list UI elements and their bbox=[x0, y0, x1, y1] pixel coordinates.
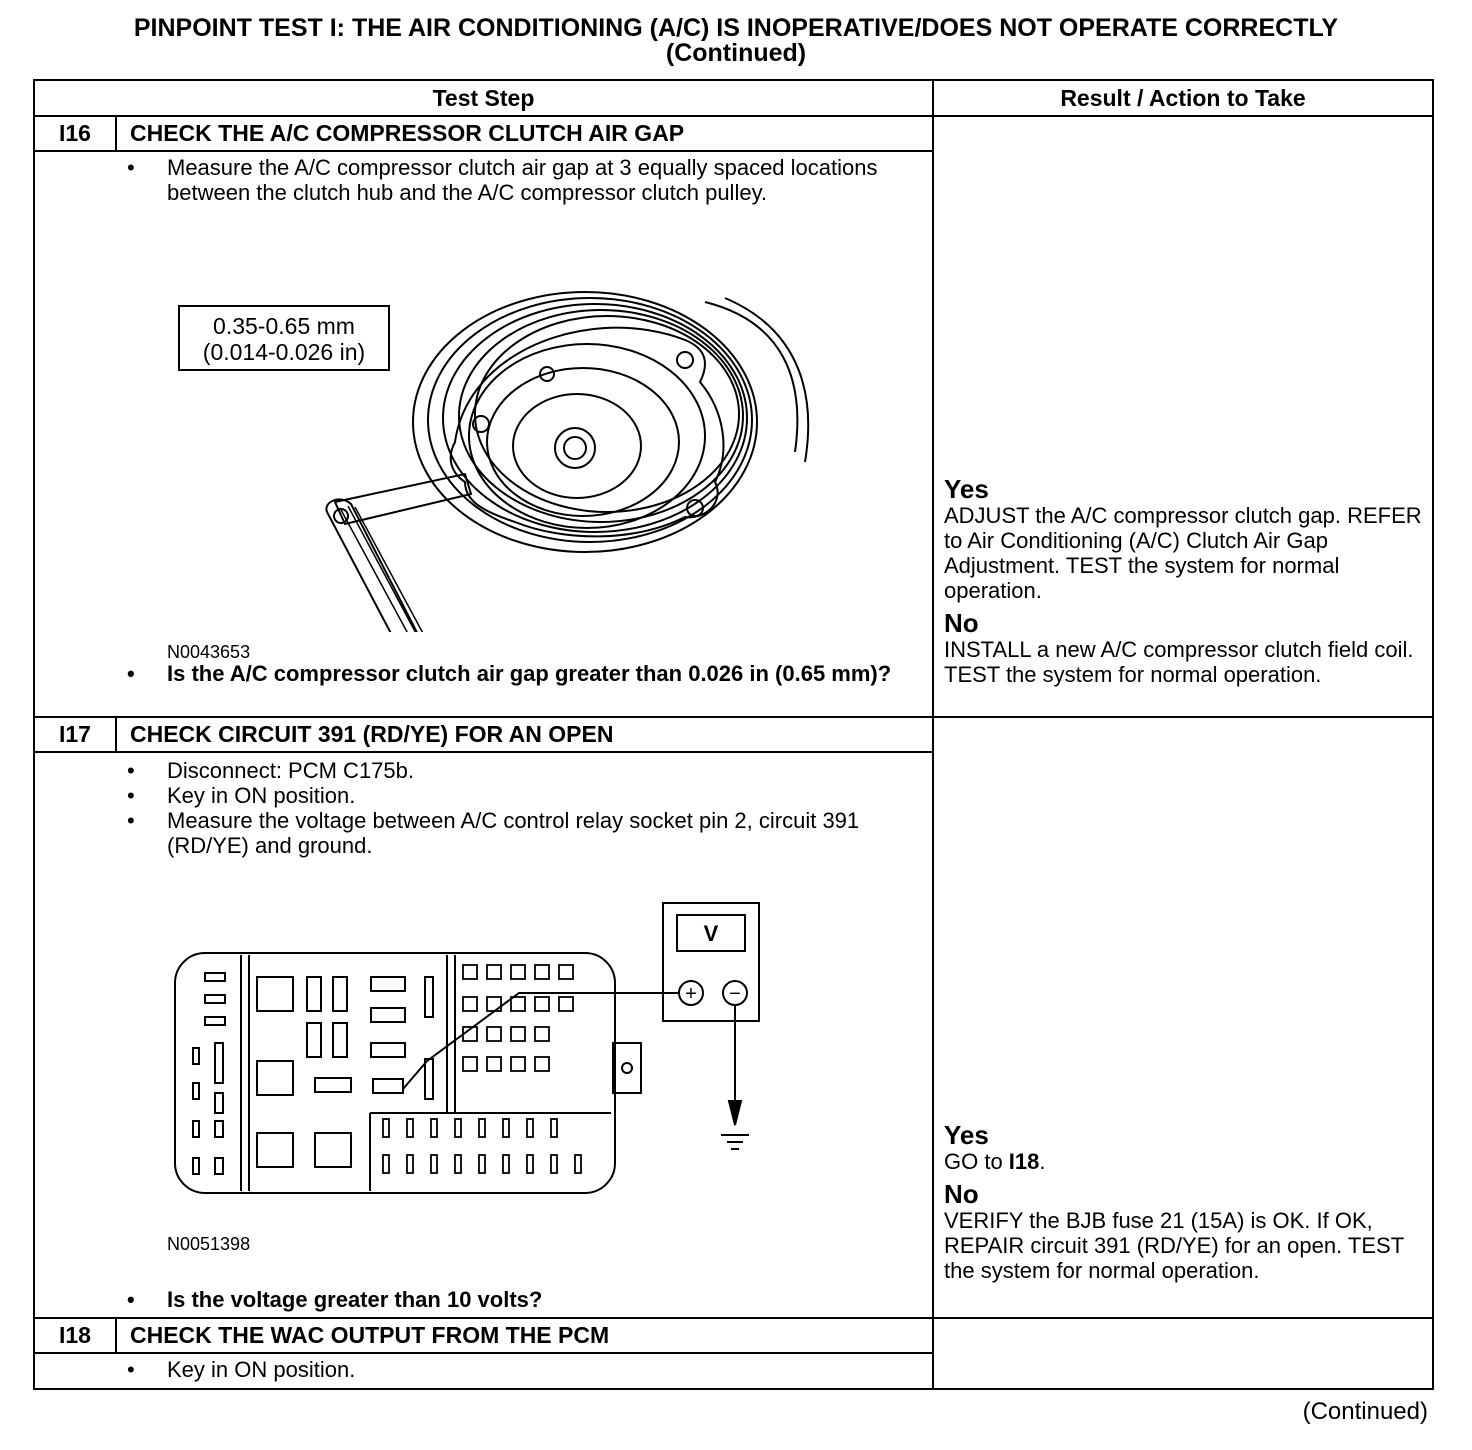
continued-label: (Continued) bbox=[1302, 1398, 1428, 1425]
list-item: • Key in ON position. bbox=[127, 1357, 356, 1382]
result-cell-i18 bbox=[933, 1318, 1433, 1389]
step-body-i17 bbox=[34, 752, 933, 1318]
page-title: PINPOINT TEST I: THE AIR CONDITIONING (A/C) IS INOPERATIVE/DOES NOT OPERATE CORRECTLY bbox=[133, 14, 1339, 42]
step-title: CHECK CIRCUIT 391 (RD/YE) FOR AN OPEN bbox=[116, 717, 933, 752]
step-link[interactable]: I18 bbox=[1008, 1149, 1040, 1174]
result-cell-i17 bbox=[933, 717, 1433, 1318]
plus-terminal: + bbox=[685, 983, 697, 1005]
step-body-i16 bbox=[34, 151, 933, 717]
spec-in: (0.014-0.026 in) bbox=[202, 339, 366, 365]
list-item-question: • Is the voltage greater than 10 volts? bbox=[127, 1287, 543, 1312]
step-number: I17 bbox=[34, 717, 116, 752]
yes-label: Yes bbox=[944, 474, 989, 504]
no-action: INSTALL a new A/C compressor clutch field coil. TEST the system for normal operation. bbox=[944, 637, 1414, 687]
list-item: • Disconnect: PCM C175b. bbox=[127, 758, 414, 783]
page-subtitle: (Continued) bbox=[665, 39, 807, 67]
result-cell-i16 bbox=[933, 116, 1433, 717]
step-number: I16 bbox=[34, 116, 116, 151]
voltmeter-label: V bbox=[703, 921, 719, 946]
yes-action: ADJUST the A/C compressor clutch gap. REFER to Air Conditioning (A/C) Clutch Air Gap Adjustment. TEST the system for normal operation. bbox=[944, 503, 1422, 603]
yes-label: Yes bbox=[944, 1120, 989, 1150]
header-result: Result / Action to Take bbox=[933, 80, 1433, 116]
spec-mm: 0.35-0.65 mm bbox=[213, 313, 355, 339]
minus-terminal: − bbox=[729, 983, 741, 1005]
header-test-step: Test Step bbox=[34, 80, 933, 116]
list-item: • Measure the A/C compressor clutch air gap at 3 equally spaced locations between the clutch hub and the A/C compressor clutch pulley. bbox=[127, 155, 878, 205]
list-item: • Measure the voltage between A/C control relay socket pin 2, circuit 391 (RD/YE) and ground. bbox=[127, 808, 860, 858]
figure-id: N0043653 bbox=[167, 642, 251, 662]
fuse-box-voltmeter-illustration bbox=[165, 893, 805, 1213]
step-title: CHECK THE A/C COMPRESSOR CLUTCH AIR GAP bbox=[116, 116, 933, 151]
no-label: No bbox=[944, 608, 979, 638]
no-label: No bbox=[944, 1179, 979, 1209]
step-title: CHECK THE WAC OUTPUT FROM THE PCM bbox=[116, 1318, 933, 1353]
figure-id: N0051398 bbox=[167, 1234, 251, 1254]
no-action: VERIFY the BJB fuse 21 (15A) is OK. If OK, REPAIR circuit 391 (RD/YE) for an open. TEST the system for normal operation. bbox=[944, 1208, 1404, 1283]
step-body-i18 bbox=[34, 1353, 933, 1389]
yes-action: GO to I18. bbox=[944, 1149, 1046, 1174]
list-item-question: • Is the A/C compressor clutch air gap greater than 0.026 in (0.65 mm)? bbox=[127, 661, 892, 686]
compressor-clutch-illustration bbox=[165, 262, 815, 632]
list-item: • Key in ON position. bbox=[127, 783, 356, 808]
step-number: I18 bbox=[34, 1318, 116, 1353]
pinpoint-test-table bbox=[33, 79, 1434, 1390]
